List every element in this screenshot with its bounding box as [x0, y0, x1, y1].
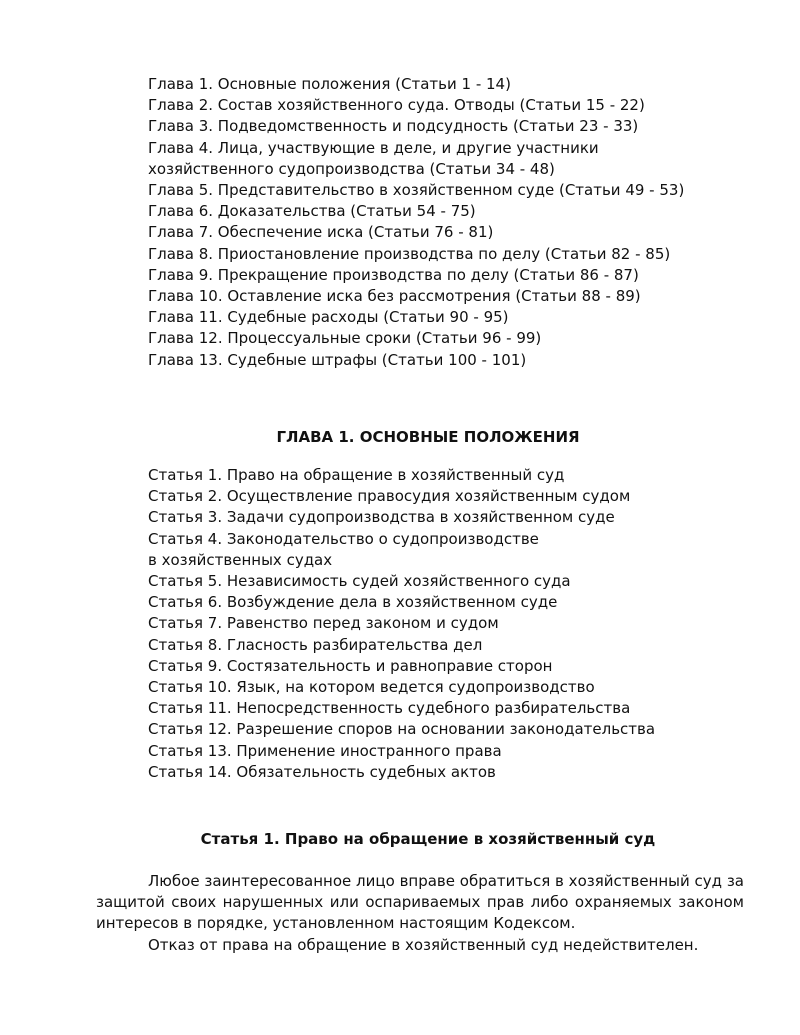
article-list-item-continuation[interactable]: в хозяйственных судах: [148, 550, 333, 569]
article-list-item[interactable]: Статья 6. Возбуждение дела в хозяйственном суде: [148, 593, 558, 612]
body-paragraph: Любое заинтересованное лицо вправе обратиться в хозяйственный суд за защитой своих нарушенных или оспариваемых прав либо охраняемых законом интересов в порядке, установленном настоящим Кодексом.: [96, 872, 744, 933]
toc-item[interactable]: Глава 1. Основные положения (Статьи 1 - 14): [148, 75, 511, 93]
article-list-item[interactable]: Статья 9. Состязательность и равноправие сторон: [148, 656, 553, 675]
toc-item[interactable]: Глава 10. Оставление иска без рассмотрения (Статьи 88 - 89): [148, 287, 641, 306]
toc-item[interactable]: Глава 9. Прекращение производства по делу (Статьи 86 - 87): [148, 265, 639, 284]
toc-item[interactable]: Глава 5. Представительство в хозяйственном суде (Статьи 49 - 53): [148, 181, 685, 200]
article-list-item[interactable]: Статья 4. Законодательство о судопроизводстве: [148, 529, 539, 548]
article-heading: Статья 1. Право на обращение в хозяйственный суд: [200, 830, 656, 848]
article-list-item[interactable]: Статья 11. Непосредственность судебного разбирательства: [148, 699, 631, 718]
toc-item[interactable]: Глава 12. Процессуальные сроки (Статьи 96 - 99): [148, 329, 542, 348]
article-list-item[interactable]: Статья 3. Задачи судопроизводства в хозяйственном суде: [148, 508, 615, 527]
chapter-heading: ГЛАВА 1. ОСНОВНЫЕ ПОЛОЖЕНИЯ: [276, 428, 580, 446]
toc-item[interactable]: Глава 3. Подведомственность и подсудность (Статьи 23 - 33): [148, 117, 639, 136]
article-list-item[interactable]: Статья 7. Равенство перед законом и судом: [148, 614, 499, 633]
article-list-item[interactable]: Статья 2. Осуществление правосудия хозяйственным судом: [148, 487, 631, 506]
article-list-item[interactable]: Статья 1. Право на обращение в хозяйственный суд: [148, 466, 565, 484]
article-body: [96, 871, 744, 956]
article-list-item[interactable]: Статья 10. Язык, на котором ведется судопроизводство: [148, 678, 595, 697]
toc-item[interactable]: Глава 4. Лица, участвующие в деле, и другие участники: [148, 138, 599, 157]
toc-item[interactable]: Глава 11. Судебные расходы (Статьи 90 - 95): [148, 308, 509, 327]
toc-item[interactable]: Глава 8. Приостановление производства по делу (Статьи 82 - 85): [148, 244, 671, 263]
article-list-item[interactable]: Статья 13. Применение иностранного права: [148, 741, 502, 760]
toc-item[interactable]: Глава 7. Обеспечение иска (Статьи 76 - 81): [148, 223, 494, 242]
article-list-item[interactable]: Статья 8. Гласность разбирательства дел: [148, 635, 483, 654]
toc-item[interactable]: Глава 6. Доказательства (Статьи 54 - 75): [148, 202, 476, 221]
toc-item-continuation[interactable]: хозяйственного судопроизводства (Статьи 34 - 48): [148, 159, 555, 178]
table-of-contents: [148, 74, 684, 371]
article-list: [148, 465, 655, 783]
body-paragraph: Отказ от права на обращение в хозяйственный суд недействителен.: [148, 935, 699, 954]
toc-item[interactable]: Глава 13. Судебные штрафы (Статьи 100 - 101): [148, 350, 527, 369]
article-list-item[interactable]: Статья 5. Независимость судей хозяйственного суда: [148, 572, 571, 591]
article-list-item[interactable]: Статья 14. Обязательность судебных актов: [148, 762, 496, 781]
toc-item[interactable]: Глава 2. Состав хозяйственного суда. Отводы (Статьи 15 - 22): [148, 96, 645, 115]
article-list-item[interactable]: Статья 12. Разрешение споров на основании законодательства: [148, 720, 656, 739]
